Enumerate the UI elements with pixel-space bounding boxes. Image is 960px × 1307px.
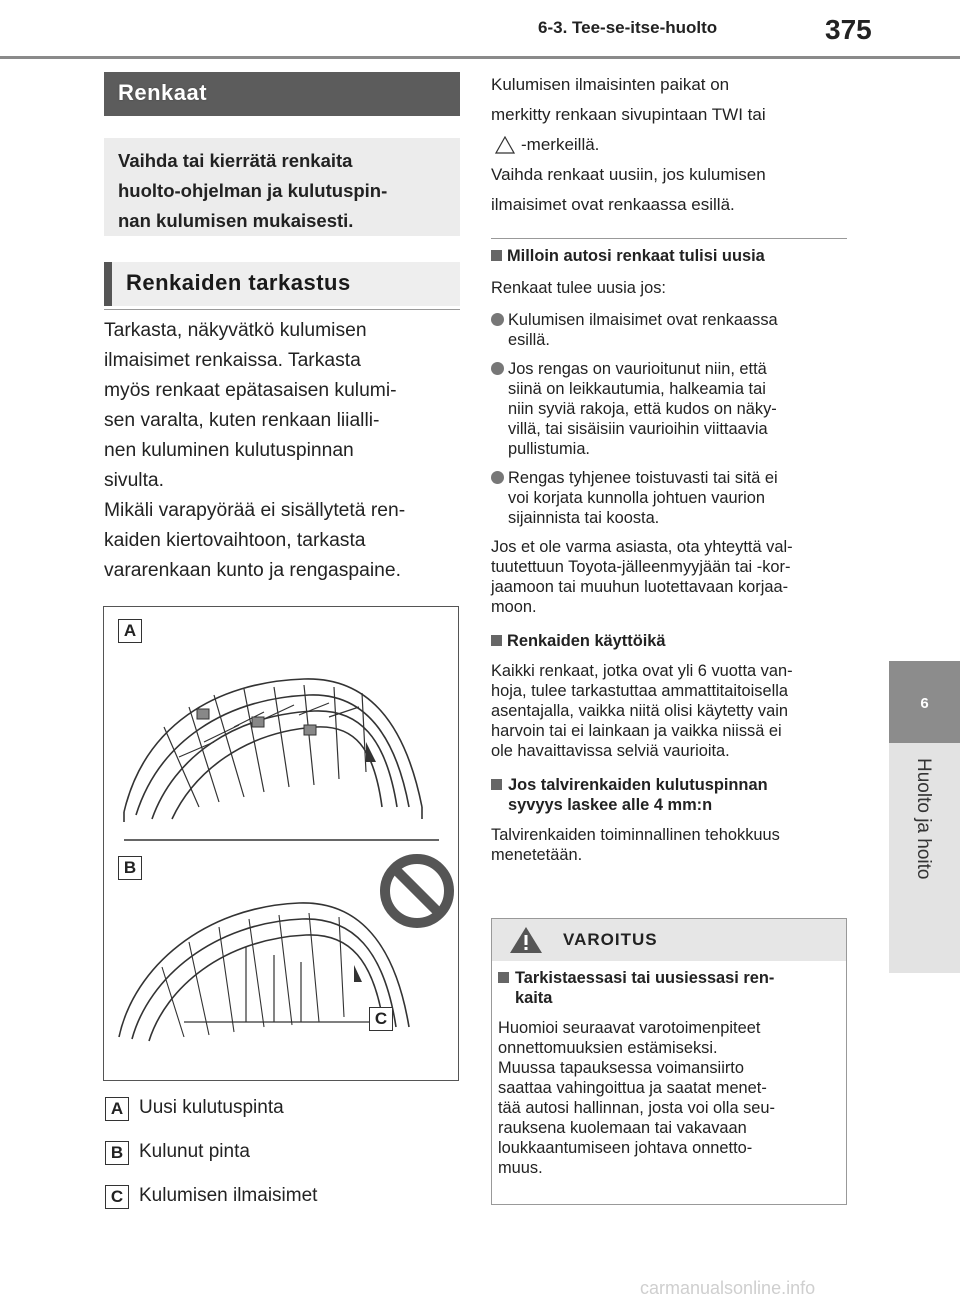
body-line: Mikäli varapyörää ei sisällytetä ren- (104, 500, 406, 521)
section-replace-after (491, 537, 847, 617)
section-age-title-text: Renkaiden käyttöikä (507, 632, 666, 650)
list-item-line: niin syviä rakoja, että kudos on näky- (508, 400, 777, 418)
warning-text (492, 1018, 838, 1178)
watermark: carmanualsonline.info (640, 1278, 816, 1298)
intro-line (491, 130, 847, 160)
figure-label-b: B (118, 856, 142, 880)
warning-body (492, 968, 838, 1178)
warning-title: VAROITUS (563, 930, 658, 949)
paragraph-line: harvoin tai ei lainkaan ja vaikka niissä ei (491, 722, 782, 740)
note-line: huolto-ohjelman ja kulutuspin- (118, 180, 388, 201)
legend-key-c: C (105, 1185, 129, 1209)
body-line: nen kuluminen kulutuspinnan (104, 440, 354, 461)
heading-tarkastus-text: Renkaiden tarkastus (126, 270, 351, 295)
legend-key-a: A (105, 1097, 129, 1121)
warning-text-line: saattaa vahingoittua ja saatat menet- (498, 1079, 767, 1097)
circle-bullet-icon (491, 471, 504, 484)
section-title: 6-3. Tee-se-itse-huolto (538, 18, 718, 37)
body-line: kaiden kiertovaihtoon, tarkasta (104, 530, 366, 551)
heading-renkaat-text: Renkaat (118, 80, 208, 105)
paragraph-line: Kaikki renkaat, jotka ovat yli 6 vuotta van- (491, 662, 793, 680)
section-winter-text (491, 825, 847, 865)
section-replace-title (491, 246, 847, 266)
warning-text-line: onnettomuuksien estämiseksi. (498, 1039, 718, 1057)
body-line: myös renkaat epätasaisen kulumi- (104, 380, 397, 401)
note-box (104, 138, 460, 236)
tire-figure (103, 606, 459, 1081)
intro-line: Kulumisen ilmaisinten paikat on (491, 75, 730, 94)
section-winter-title-line: Jos talvirenkaiden kulutuspinnan (508, 776, 768, 794)
warning-text-line: Huomioi seuraavat varotoimenpiteet (498, 1019, 761, 1037)
body-text (104, 316, 464, 586)
body-line: Tarkasta, näkyvätkö kulumisen (104, 320, 367, 341)
section-winter-title-line: syvyys laskee alle 4 mm:n (508, 796, 713, 814)
triangle-mark-icon (495, 136, 515, 154)
body-line: sen varalta, kuten renkaan liialli- (104, 410, 380, 431)
paragraph-line: menetetään. (491, 846, 583, 864)
list-item-line: Jos rengas on vaurioitunut niin, että (508, 360, 767, 378)
intro-line: ilmaisimet ovat renkaassa esillä. (491, 195, 735, 214)
paragraph-line: hoja, tulee tarkastuttaa ammattitaitoisella (491, 682, 789, 700)
legend-text-a: Uusi kulutuspinta (139, 1097, 284, 1118)
list-item-line: sijainnista tai koosta. (508, 509, 660, 527)
circle-bullet-icon (491, 362, 504, 375)
list-item-line: voi korjata kunnolla johtuen vaurion (508, 489, 765, 507)
list-item-line: Rengas tyhjenee toistuvasti tai sitä ei (508, 469, 778, 487)
note-line: nan kulumisen mukaisesti. (118, 210, 354, 231)
legend-text-c: Kulumisen ilmaisimet (139, 1185, 318, 1206)
body-line: vararenkaan kunto ja rengaspaine. (104, 560, 401, 581)
paragraph-line: jaamoon tai muuhun luotettavaan korjaa- (491, 578, 789, 596)
paragraph-line: Talvirenkaiden toiminnallinen tehokkuus (491, 826, 780, 844)
list-item-line: esillä. (508, 331, 550, 349)
body-line: sivulta. (104, 470, 165, 491)
intro-line: merkitty renkaan sivupintaan TWI tai (491, 105, 766, 124)
section-age-text (491, 661, 847, 761)
legend-key-b: B (105, 1141, 129, 1165)
list-item-line: siinä on leikkautumia, halkeamia tai (508, 380, 766, 398)
list-item (491, 468, 847, 528)
intro-line: Vaihda renkaat uusiin, jos kulumisen (491, 165, 766, 184)
page-number: 375 (825, 14, 872, 45)
figure-label-a: A (118, 619, 142, 643)
section-replace-intro: Renkaat tulee uusia jos: (491, 279, 666, 297)
intro-line-text: -merkeillä. (521, 135, 600, 154)
tire-illustration (104, 607, 458, 1080)
warning-heading-line: Tarkistaessasi tai uusiessasi ren- (515, 969, 775, 987)
circle-bullet-icon (491, 313, 504, 326)
section-age-title (491, 631, 847, 651)
list-item-line: villä, tai sisäisiin vaurioihin viittaavia (508, 420, 768, 438)
warning-text-line: rauksena kuolemaan tai vakavaan (498, 1119, 747, 1137)
list-item (491, 310, 847, 350)
warning-text-line: loukkaantumiseen johtava onnetto- (498, 1139, 753, 1157)
section-winter-title (491, 775, 847, 815)
list-item-line: pullistumia. (508, 440, 590, 458)
section-replace-title-text: Milloin autosi renkaat tulisi uusia (507, 247, 765, 265)
paragraph-line: Jos et ole varma asiasta, ota yhteyttä val- (491, 538, 793, 556)
warning-text-line: muus. (498, 1159, 543, 1177)
warning-triangle-icon (508, 925, 544, 955)
intro-text (491, 70, 847, 220)
chapter-number: 6 (920, 695, 929, 712)
note-line: Vaihda tai kierrätä renkaita (118, 150, 353, 171)
paragraph-line: moon. (491, 598, 537, 616)
legend-text-b: Kulunut pinta (139, 1141, 250, 1162)
list-item (491, 359, 847, 459)
warning-text-line: Muussa tapauksessa voimansiirto (498, 1059, 744, 1077)
square-bullet-icon (491, 250, 502, 261)
warning-heading (492, 968, 838, 1008)
heading-tarkastus (104, 262, 460, 306)
square-bullet-icon (498, 972, 509, 983)
divider (491, 238, 847, 239)
heading-underline (104, 309, 460, 310)
square-bullet-icon (491, 635, 502, 646)
figure-label-c: C (369, 1007, 393, 1031)
paragraph-line: asentajalla, vaikka niitä olisi käytetty vain (491, 702, 789, 720)
header-rule (0, 56, 960, 59)
paragraph-line: tuutettuun Toyota-jälleenmyyjään tai -kor- (491, 558, 791, 576)
body-line: ilmaisimet renkaissa. Tarkasta (104, 350, 361, 371)
section-replace (491, 246, 847, 865)
warning-header (492, 919, 846, 961)
chapter-label: Huolto ja hoito (913, 758, 934, 880)
paragraph-line: ole havaittavissa selviä vaurioita. (491, 742, 730, 760)
square-bullet-icon (491, 779, 502, 790)
heading-renkaat (104, 72, 460, 116)
list-item-line: Kulumisen ilmaisimet ovat renkaassa (508, 311, 778, 329)
warning-heading-line: kaita (515, 989, 553, 1007)
warning-text-line: tää autosi hallinnan, josta voi olla seu- (498, 1099, 775, 1117)
